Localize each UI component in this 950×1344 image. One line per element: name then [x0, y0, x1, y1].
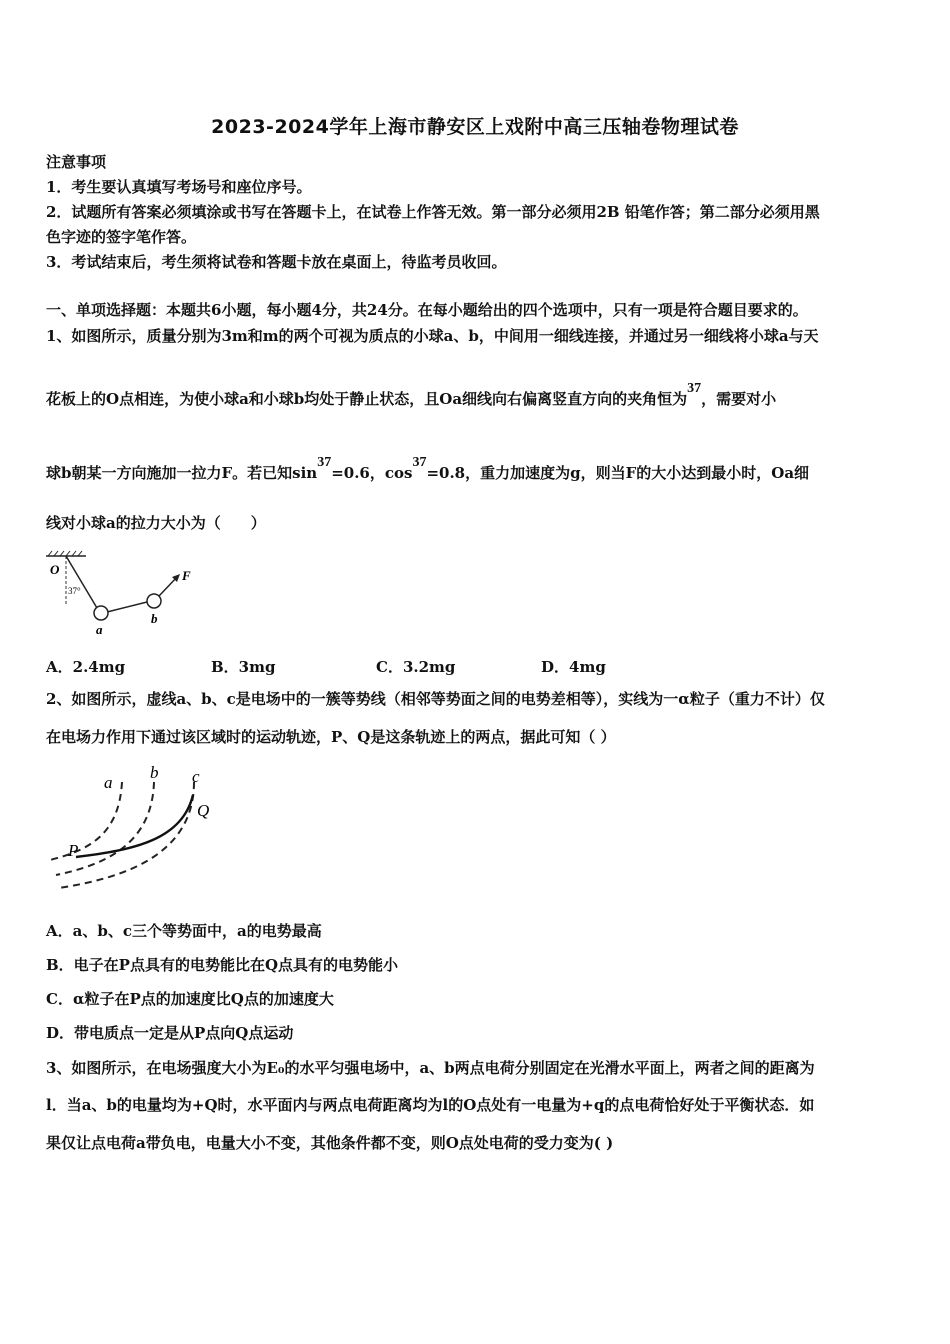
q3-line: 3、如图所示，在电场强度大小为E₀的水平匀强电场中，a、b两点电荷分别固定在光滑水平面上，两者之间的距离为 [46, 1059, 815, 1077]
q2-line: 在电场力作用下通过该区域时的运动轨迹，P、Q是这条轨迹上的两点，据此可知（ ） [46, 728, 616, 746]
q1-angle: 37 [317, 455, 332, 470]
label-P: P [68, 841, 79, 860]
ball-a [94, 606, 108, 620]
q2-option-d: D．带电质点一定是从P点向Q点运动 [46, 1024, 294, 1042]
label-Q: Q [197, 801, 210, 820]
q1-option-a: A．2.4mg [46, 658, 126, 676]
notice-item: 色字迹的签字笔作答。 [46, 228, 197, 246]
q3-line: 果仅让点电荷a带负电，电量大小不变，其他条件都不变，则O点处电荷的受力变为( ) [46, 1134, 614, 1152]
q1-option-b: B．3mg [211, 658, 276, 676]
q2-option-c: C．α粒子在P点的加速度比Q点的加速度大 [46, 990, 334, 1008]
q1-text: ，需要对小 [701, 390, 777, 408]
notice-heading: 注意事项 [46, 153, 107, 171]
q1-text: =0.6，cos [331, 464, 413, 482]
label-a: a [96, 622, 103, 637]
q1-line [46, 455, 904, 485]
page-title: 2023-2024学年上海市静安区上戏附中高三压轴卷物理试卷 [211, 116, 739, 138]
q2-line: 2、如图所示，虚线a、b、c是电场中的一簇等势线（相邻等势面之间的电势差相等），实线为一α粒子（重力不计）仅 [46, 690, 825, 708]
q1-angle: 37 [687, 381, 702, 396]
section-heading: 一、单项选择题：本题共6小题，每小题4分，共24分。在每小题给出的四个选项中，只有一项是符合题目要求的。 [46, 301, 808, 319]
equipotential-b [56, 782, 154, 875]
q1-option-d: D．4mg [541, 658, 606, 676]
q1-angle: 37 [412, 455, 427, 470]
q3-line: l．当a、b的电量均为+Q时，水平面内与两点电荷距离均为l的O点处有一电量为+q的点电荷恰好处于平衡状态．如 [46, 1096, 815, 1114]
equipotential-c [59, 782, 194, 888]
label-a: a [104, 773, 113, 792]
q1-line: 线对小球a的拉力大小为（ ） [46, 514, 266, 532]
q1-figure [44, 550, 204, 640]
q1-text: =0.8，重力加速度为g，则当F的大小达到最小时，Oa细 [426, 464, 810, 482]
equipotential-a [50, 782, 122, 860]
string-ab [107, 602, 147, 612]
q1-line: 1、如图所示，质量分别为3m和m的两个可视为质点的小球a、b，中间用一细线连接，并通过另一细线将小球a与天 [46, 327, 819, 345]
q2-option-a: A．a、b、c三个等势面中，a的电势最高 [46, 922, 322, 940]
string-oa [66, 556, 97, 608]
q2-figure [44, 760, 224, 895]
q1-option-c: C．3.2mg [376, 658, 456, 676]
label-angle: 37° [68, 586, 81, 596]
label-F: F [182, 568, 191, 583]
ball-b [147, 594, 161, 608]
q1-text: 花板上的O点相连，为使小球a和小球b均处于静止状态，且Oa细线向右偏离竖直方向的夹角恒为 [46, 390, 688, 408]
label-b: b [151, 611, 158, 626]
q1-text: 球b朝某一方向施加一拉力F。若已知sin [46, 464, 318, 482]
label-c: c [192, 767, 200, 786]
q1-line [46, 381, 904, 411]
notice-item: 2．试题所有答案必须填涂或书写在答题卡上，在试卷上作答无效。第一部分必须用2B 铅笔作答；第二部分必须用黑 [46, 203, 820, 221]
label-b: b [150, 763, 159, 782]
notice-item: 1．考生要认真填写考场号和座位序号。 [46, 178, 312, 196]
label-O: O [50, 562, 60, 577]
trajectory [76, 795, 193, 857]
notice-item: 3．考试结束后，考生须将试卷和答题卡放在桌面上，待监考员收回。 [46, 253, 507, 271]
q2-option-b: B．电子在P点具有的电势能比在Q点具有的电势能小 [46, 956, 399, 974]
